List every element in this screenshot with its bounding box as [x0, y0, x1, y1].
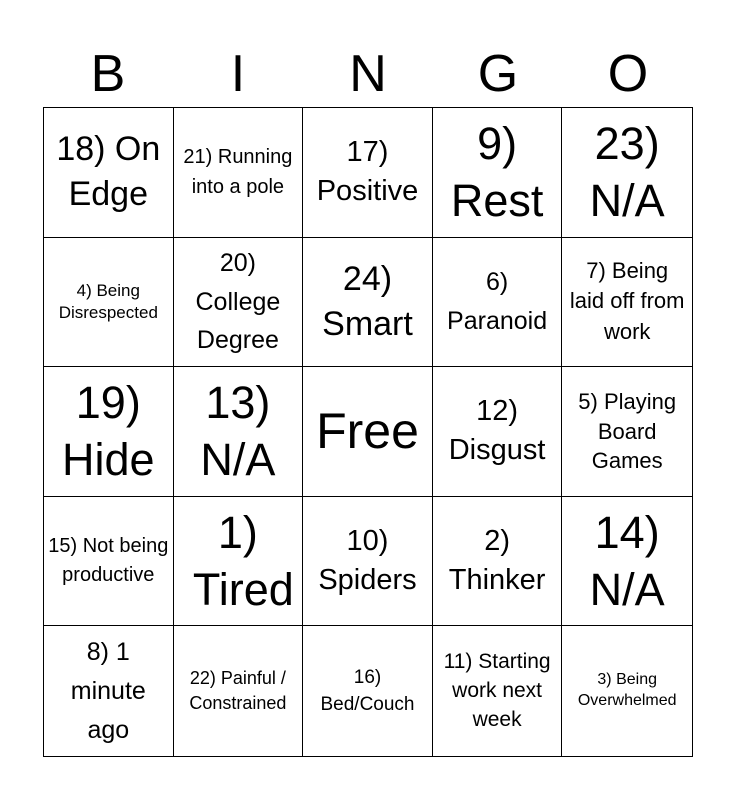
cell-text: 21) Running into a pole — [183, 146, 293, 199]
header-letter-i: I — [230, 45, 246, 103]
cell-text: 1) Tired — [192, 506, 294, 616]
cell-text: 8) 1 minute ago — [70, 638, 146, 744]
cell-text: 23) N/A — [589, 118, 665, 227]
bingo-cell[interactable] — [562, 238, 692, 368]
cell-text: 14) N/A — [589, 506, 665, 616]
bingo-cell[interactable] — [44, 238, 174, 368]
bingo-board — [43, 107, 693, 757]
bingo-cell[interactable] — [303, 367, 433, 497]
cell-text: 5) Playing Board Games — [578, 388, 677, 474]
cell-text: 10) Spiders — [318, 524, 417, 597]
bingo-cell[interactable] — [562, 108, 692, 238]
bingo-cell[interactable] — [433, 238, 563, 368]
bingo-cell[interactable] — [562, 626, 692, 756]
bingo-cell[interactable] — [303, 497, 433, 627]
cell-text: 16) Bed/Couch — [320, 666, 415, 716]
cell-text: 6) Paranoid — [447, 268, 548, 335]
cell-text: 4) Being Disrespected — [58, 280, 158, 322]
cell-text: 7) Being laid off from work — [569, 257, 685, 345]
cell-text: 17) Positive — [316, 135, 419, 208]
header-letter-o: O — [607, 45, 649, 103]
bingo-cell[interactable] — [44, 367, 174, 497]
bingo-cell[interactable] — [174, 367, 304, 497]
cell-text: 9) Rest — [450, 118, 544, 227]
cell-text: 20) College Degree — [195, 248, 281, 355]
cell-text: 13) N/A — [200, 377, 276, 486]
bingo-cell[interactable] — [303, 238, 433, 368]
bingo-cell[interactable] — [174, 626, 304, 756]
bingo-cell[interactable] — [44, 497, 174, 627]
bingo-cell[interactable] — [44, 108, 174, 238]
cell-text: 24) Smart — [322, 260, 413, 343]
bingo-cell[interactable] — [562, 367, 692, 497]
cell-text: 19) Hide — [62, 377, 155, 486]
bingo-cell[interactable] — [433, 108, 563, 238]
cell-text: 15) Not being productive — [48, 535, 169, 587]
header-letter-n: N — [349, 45, 387, 103]
header-letter-b: B — [90, 45, 126, 103]
bingo-cell[interactable] — [303, 626, 433, 756]
cell-text: 11) Starting work next week — [443, 649, 551, 731]
cell-text: 2) Thinker — [448, 524, 546, 597]
header-letter-g: G — [477, 45, 519, 103]
bingo-cell[interactable] — [433, 367, 563, 497]
bingo-cell[interactable] — [433, 497, 563, 627]
bingo-cell[interactable] — [174, 238, 304, 368]
bingo-cell[interactable] — [433, 626, 563, 756]
bingo-cell[interactable] — [303, 108, 433, 238]
bingo-cell[interactable] — [562, 497, 692, 627]
bingo-cell[interactable] — [174, 497, 304, 627]
bingo-cell[interactable] — [44, 626, 174, 756]
cell-text: 22) Painful / Constrained — [189, 668, 287, 714]
cell-text: Free — [316, 402, 419, 459]
cell-text: 12) Disgust — [448, 395, 546, 467]
bingo-header — [43, 40, 693, 108]
cell-text: 3) Being Overwhelmed — [577, 671, 677, 710]
cell-text: 18) On Edge — [56, 130, 161, 214]
bingo-cell[interactable] — [174, 108, 304, 238]
